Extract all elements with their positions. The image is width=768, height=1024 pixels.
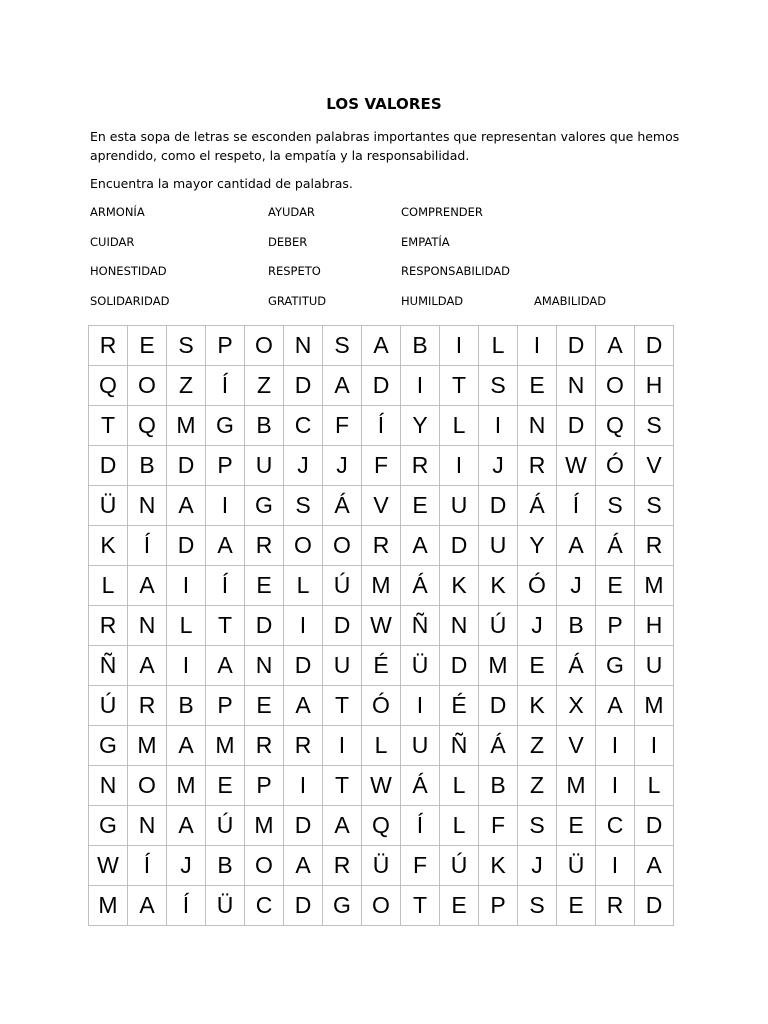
grid-cell[interactable]: D (89, 446, 128, 486)
word-list-item: EMPATÍA (401, 234, 450, 249)
grid-cell[interactable]: N (518, 406, 557, 446)
grid-cell[interactable]: N (128, 606, 167, 646)
grid-cell[interactable]: I (401, 686, 440, 726)
grid-cell[interactable]: C (245, 886, 284, 926)
grid-cell[interactable]: K (89, 526, 128, 566)
grid-cell[interactable]: N (128, 806, 167, 846)
grid-cell[interactable]: D (557, 326, 596, 366)
word-list-item: ARMONÍA (90, 205, 145, 219)
grid-cell[interactable]: N (89, 766, 128, 806)
word-list-item: COMPRENDER (401, 205, 483, 219)
grid-cell[interactable]: Z (518, 726, 557, 766)
grid-cell[interactable]: P (206, 446, 245, 486)
grid-cell[interactable]: P (206, 326, 245, 366)
grid-cell[interactable]: S (323, 326, 362, 366)
grid-cell[interactable]: D (557, 406, 596, 446)
grid-cell[interactable]: M (635, 686, 674, 726)
grid-cell[interactable]: A (596, 686, 635, 726)
grid-cell[interactable]: Ú (89, 686, 128, 726)
word-list-item: CUIDAR (90, 234, 135, 249)
grid-cell[interactable]: I (284, 766, 323, 806)
grid-cell[interactable]: B (245, 406, 284, 446)
grid-cell[interactable]: T (323, 686, 362, 726)
grid-cell[interactable]: Í (401, 806, 440, 846)
grid-cell[interactable]: A (206, 526, 245, 566)
grid-cell[interactable]: I (323, 726, 362, 766)
intro-paragraph: En esta sopa de letras se esconden palabras importantes que representan valores que hemos aprendido, como el respeto, la empatía y la responsabilidad. (90, 129, 680, 163)
grid-cell[interactable]: H (635, 606, 674, 646)
grid-cell[interactable]: E (518, 366, 557, 406)
grid-cell[interactable]: W (362, 606, 401, 646)
grid-cell[interactable]: L (479, 326, 518, 366)
grid-cell[interactable]: Ó (518, 566, 557, 606)
grid-cell[interactable]: I (479, 406, 518, 446)
grid-cell[interactable]: Z (167, 366, 206, 406)
grid-cell[interactable]: J (557, 566, 596, 606)
grid-cell[interactable]: Ñ (440, 726, 479, 766)
grid-cell[interactable]: K (518, 686, 557, 726)
grid-cell[interactable]: L (167, 606, 206, 646)
word-list-item: AYUDAR (268, 205, 315, 219)
grid-cell[interactable]: S (635, 486, 674, 526)
grid-cell[interactable]: S (479, 366, 518, 406)
grid-cell[interactable]: M (89, 886, 128, 926)
grid-cell[interactable]: M (167, 766, 206, 806)
grid-cell[interactable]: Ú (479, 606, 518, 646)
word-list-item: SOLIDARIDAD (90, 293, 170, 308)
grid-cell[interactable]: J (284, 446, 323, 486)
grid-cell[interactable]: I (596, 846, 635, 886)
grid-row (89, 326, 674, 366)
grid-cell[interactable]: P (206, 686, 245, 726)
grid-cell[interactable]: Ú (440, 846, 479, 886)
grid-row (89, 486, 674, 526)
grid-cell[interactable]: G (323, 886, 362, 926)
grid-cell[interactable]: Y (401, 406, 440, 446)
grid-cell[interactable]: E (596, 566, 635, 606)
grid-cell[interactable]: A (323, 366, 362, 406)
grid-cell[interactable]: Á (401, 566, 440, 606)
grid-cell[interactable]: H (635, 366, 674, 406)
grid-cell[interactable]: L (440, 806, 479, 846)
word-list-row (90, 235, 690, 265)
grid-cell[interactable]: D (167, 526, 206, 566)
word-list-item: HONESTIDAD (90, 264, 167, 278)
grid-cell[interactable]: I (440, 446, 479, 486)
grid-cell[interactable]: M (635, 566, 674, 606)
grid-cell[interactable]: B (401, 326, 440, 366)
grid-cell[interactable]: N (128, 486, 167, 526)
grid-cell[interactable]: Í (206, 566, 245, 606)
grid-cell[interactable]: E (518, 646, 557, 686)
grid-cell[interactable]: N (245, 646, 284, 686)
grid-cell[interactable]: I (518, 326, 557, 366)
grid-cell[interactable]: D (440, 526, 479, 566)
grid-cell[interactable]: W (362, 766, 401, 806)
grid-cell[interactable]: D (284, 886, 323, 926)
grid-cell[interactable]: J (323, 446, 362, 486)
grid-cell[interactable]: N (440, 606, 479, 646)
grid-cell[interactable]: Á (596, 526, 635, 566)
grid-cell[interactable]: M (206, 726, 245, 766)
grid-cell[interactable]: I (596, 726, 635, 766)
grid-cell[interactable]: O (362, 886, 401, 926)
grid-cell[interactable]: M (479, 646, 518, 686)
grid-cell[interactable]: R (635, 526, 674, 566)
grid-cell[interactable]: J (518, 846, 557, 886)
grid-row (89, 646, 674, 686)
grid-cell[interactable]: T (401, 886, 440, 926)
word-list-item: RESPONSABILIDAD (401, 264, 510, 278)
grid-cell[interactable]: R (596, 886, 635, 926)
grid-cell[interactable]: É (362, 646, 401, 686)
grid-cell[interactable]: R (89, 606, 128, 646)
grid-cell[interactable]: Ú (323, 566, 362, 606)
grid-cell[interactable]: G (89, 806, 128, 846)
grid-cell[interactable]: Á (323, 486, 362, 526)
grid-cell[interactable]: D (635, 806, 674, 846)
word-list-item: HUMILDAD (401, 293, 464, 308)
grid-cell[interactable]: P (479, 886, 518, 926)
grid-cell[interactable]: F (401, 846, 440, 886)
grid-cell[interactable]: G (89, 726, 128, 766)
grid-cell[interactable]: I (596, 766, 635, 806)
grid-cell[interactable]: U (245, 446, 284, 486)
grid-cell[interactable]: E (245, 566, 284, 606)
grid-cell[interactable]: E (245, 686, 284, 726)
grid-cell[interactable]: R (245, 726, 284, 766)
grid-cell[interactable]: U (635, 646, 674, 686)
grid-cell[interactable]: A (167, 726, 206, 766)
grid-cell[interactable]: Á (479, 726, 518, 766)
grid-cell[interactable]: P (245, 766, 284, 806)
word-list-item: DEBER (268, 234, 308, 249)
grid-cell[interactable]: S (167, 326, 206, 366)
grid-cell[interactable]: F (362, 446, 401, 486)
grid-cell[interactable]: R (128, 686, 167, 726)
word-list-row (90, 205, 690, 235)
grid-cell[interactable]: Ü (206, 886, 245, 926)
grid-cell[interactable]: S (284, 486, 323, 526)
grid-cell[interactable]: R (362, 526, 401, 566)
grid-cell[interactable]: Á (518, 486, 557, 526)
grid-cell[interactable]: E (128, 326, 167, 366)
word-list-row (90, 264, 690, 294)
grid-cell[interactable]: U (323, 646, 362, 686)
grid-cell[interactable]: L (440, 766, 479, 806)
grid-cell[interactable]: R (323, 846, 362, 886)
grid-row (89, 726, 674, 766)
grid-cell[interactable]: É (440, 686, 479, 726)
grid-cell[interactable]: G (206, 406, 245, 446)
word-search-grid (88, 325, 674, 926)
grid-row (89, 846, 674, 886)
grid-cell[interactable]: D (245, 606, 284, 646)
grid-cell[interactable]: Ü (401, 646, 440, 686)
grid-cell[interactable]: I (167, 566, 206, 606)
grid-cell[interactable]: M (362, 566, 401, 606)
grid-cell[interactable]: A (128, 566, 167, 606)
grid-cell[interactable]: O (245, 846, 284, 886)
grid-cell[interactable]: Q (362, 806, 401, 846)
grid-cell[interactable]: Í (362, 406, 401, 446)
grid-cell[interactable]: D (284, 366, 323, 406)
word-list-item: GRATITUD (268, 293, 327, 308)
grid-cell[interactable]: W (89, 846, 128, 886)
grid-row (89, 806, 674, 846)
grid-cell[interactable]: D (284, 806, 323, 846)
grid-cell[interactable]: B (206, 846, 245, 886)
grid-cell[interactable]: W (557, 446, 596, 486)
grid-cell[interactable]: L (89, 566, 128, 606)
grid-cell[interactable]: R (245, 526, 284, 566)
grid-cell[interactable]: T (440, 366, 479, 406)
grid-cell[interactable]: Y (518, 526, 557, 566)
grid-cell[interactable]: B (128, 446, 167, 486)
grid-cell[interactable]: O (245, 326, 284, 366)
grid-row (89, 406, 674, 446)
grid-cell[interactable]: A (635, 846, 674, 886)
grid-cell[interactable]: Í (206, 366, 245, 406)
grid-cell[interactable]: K (479, 846, 518, 886)
word-list-row (90, 294, 690, 324)
grid-cell[interactable]: E (440, 886, 479, 926)
grid-cell[interactable]: V (557, 726, 596, 766)
grid-cell[interactable]: Í (167, 886, 206, 926)
grid-cell[interactable]: O (323, 526, 362, 566)
grid-cell[interactable]: V (635, 446, 674, 486)
grid-cell[interactable]: T (323, 766, 362, 806)
grid-cell[interactable]: D (635, 326, 674, 366)
grid-cell[interactable]: I (635, 726, 674, 766)
grid-cell[interactable]: O (284, 526, 323, 566)
grid-cell[interactable]: L (284, 566, 323, 606)
grid-cell[interactable]: Á (557, 646, 596, 686)
grid-cell[interactable]: A (128, 886, 167, 926)
grid-cell[interactable]: J (167, 846, 206, 886)
grid-cell[interactable]: T (206, 606, 245, 646)
grid-row (89, 686, 674, 726)
grid-cell[interactable]: Ü (89, 486, 128, 526)
grid-row (89, 446, 674, 486)
grid-cell[interactable]: B (557, 606, 596, 646)
grid-cell[interactable]: R (89, 326, 128, 366)
grid-cell[interactable]: O (128, 766, 167, 806)
grid-cell[interactable]: Z (518, 766, 557, 806)
grid-cell[interactable]: X (557, 686, 596, 726)
grid-cell[interactable]: E (206, 766, 245, 806)
grid-cell[interactable]: A (401, 526, 440, 566)
grid-cell[interactable]: Ó (596, 446, 635, 486)
grid-cell[interactable]: T (89, 406, 128, 446)
grid-cell[interactable]: R (284, 726, 323, 766)
grid-cell[interactable]: C (596, 806, 635, 846)
grid-cell[interactable]: A (596, 326, 635, 366)
grid-cell[interactable]: R (401, 446, 440, 486)
grid-cell[interactable]: U (401, 726, 440, 766)
grid-cell[interactable]: Z (245, 366, 284, 406)
grid-cell[interactable]: K (479, 566, 518, 606)
word-list (90, 205, 690, 323)
grid-cell[interactable]: M (167, 406, 206, 446)
grid-cell[interactable]: G (596, 646, 635, 686)
word-list-item: AMABILIDAD (534, 293, 607, 308)
word-list-item: RESPETO (268, 264, 321, 278)
grid-row (89, 566, 674, 606)
grid-cell[interactable]: A (128, 646, 167, 686)
grid-cell[interactable]: A (167, 806, 206, 846)
grid-cell[interactable]: K (440, 566, 479, 606)
grid-cell[interactable]: J (479, 446, 518, 486)
grid-cell[interactable]: A (557, 526, 596, 566)
grid-cell[interactable]: I (284, 606, 323, 646)
grid-cell[interactable]: I (440, 326, 479, 366)
grid-cell[interactable]: R (518, 446, 557, 486)
grid-cell[interactable]: D (440, 646, 479, 686)
instruction-text: Encuentra la mayor cantidad de palabras. (90, 176, 353, 191)
grid-cell[interactable]: B (167, 686, 206, 726)
grid-cell[interactable]: A (323, 806, 362, 846)
grid-cell[interactable]: Í (128, 846, 167, 886)
grid-cell[interactable]: G (245, 486, 284, 526)
grid-cell[interactable]: Á (401, 766, 440, 806)
grid-cell[interactable]: E (557, 806, 596, 846)
grid-cell[interactable]: I (206, 486, 245, 526)
grid-cell[interactable]: A (167, 486, 206, 526)
grid-cell[interactable]: O (596, 366, 635, 406)
grid-cell[interactable]: U (479, 526, 518, 566)
grid-cell[interactable]: I (167, 646, 206, 686)
grid-cell[interactable]: Ñ (401, 606, 440, 646)
grid-cell[interactable]: S (635, 406, 674, 446)
grid-cell[interactable]: Q (89, 366, 128, 406)
grid-cell[interactable]: L (440, 406, 479, 446)
grid-cell[interactable]: D (479, 486, 518, 526)
grid-cell[interactable]: F (479, 806, 518, 846)
grid-cell[interactable]: I (401, 366, 440, 406)
grid-cell[interactable]: P (596, 606, 635, 646)
grid-cell[interactable]: M (557, 766, 596, 806)
grid-cell[interactable]: L (635, 766, 674, 806)
grid-cell[interactable]: A (284, 846, 323, 886)
grid-cell[interactable]: Ú (206, 806, 245, 846)
grid-cell[interactable]: N (557, 366, 596, 406)
grid-row (89, 606, 674, 646)
grid-cell[interactable]: D (479, 686, 518, 726)
grid-cell[interactable]: M (128, 726, 167, 766)
grid-cell[interactable]: Q (596, 406, 635, 446)
grid-cell[interactable]: Ó (362, 686, 401, 726)
grid-row (89, 366, 674, 406)
grid-cell[interactable]: M (245, 806, 284, 846)
grid-cell[interactable]: Í (557, 486, 596, 526)
grid-cell[interactable]: D (635, 886, 674, 926)
grid-cell[interactable]: F (323, 406, 362, 446)
grid-cell[interactable]: S (518, 886, 557, 926)
grid-cell[interactable]: N (284, 326, 323, 366)
grid-cell[interactable]: S (596, 486, 635, 526)
grid-cell[interactable]: J (518, 606, 557, 646)
grid-row (89, 766, 674, 806)
grid-cell[interactable]: D (323, 606, 362, 646)
grid-cell[interactable]: A (206, 646, 245, 686)
grid-cell[interactable]: Ü (557, 846, 596, 886)
grid-cell[interactable]: V (362, 486, 401, 526)
grid-cell[interactable]: S (518, 806, 557, 846)
grid-cell[interactable]: E (401, 486, 440, 526)
grid-cell[interactable]: Ñ (89, 646, 128, 686)
grid-cell[interactable]: U (440, 486, 479, 526)
grid-row (89, 886, 674, 926)
grid-cell[interactable]: O (128, 366, 167, 406)
grid-cell[interactable]: A (284, 686, 323, 726)
grid-row (89, 526, 674, 566)
grid-cell[interactable]: Í (128, 526, 167, 566)
grid-cell[interactable]: D (362, 366, 401, 406)
grid-cell[interactable]: E (557, 886, 596, 926)
grid-cell[interactable]: Ü (362, 846, 401, 886)
grid-cell[interactable]: C (284, 406, 323, 446)
grid-cell[interactable]: L (362, 726, 401, 766)
grid-cell[interactable]: Q (128, 406, 167, 446)
grid-cell[interactable]: D (167, 446, 206, 486)
grid-cell[interactable]: B (479, 766, 518, 806)
page-title: LOS VALORES (326, 95, 442, 113)
grid-cell[interactable]: A (362, 326, 401, 366)
grid-cell[interactable]: D (284, 646, 323, 686)
